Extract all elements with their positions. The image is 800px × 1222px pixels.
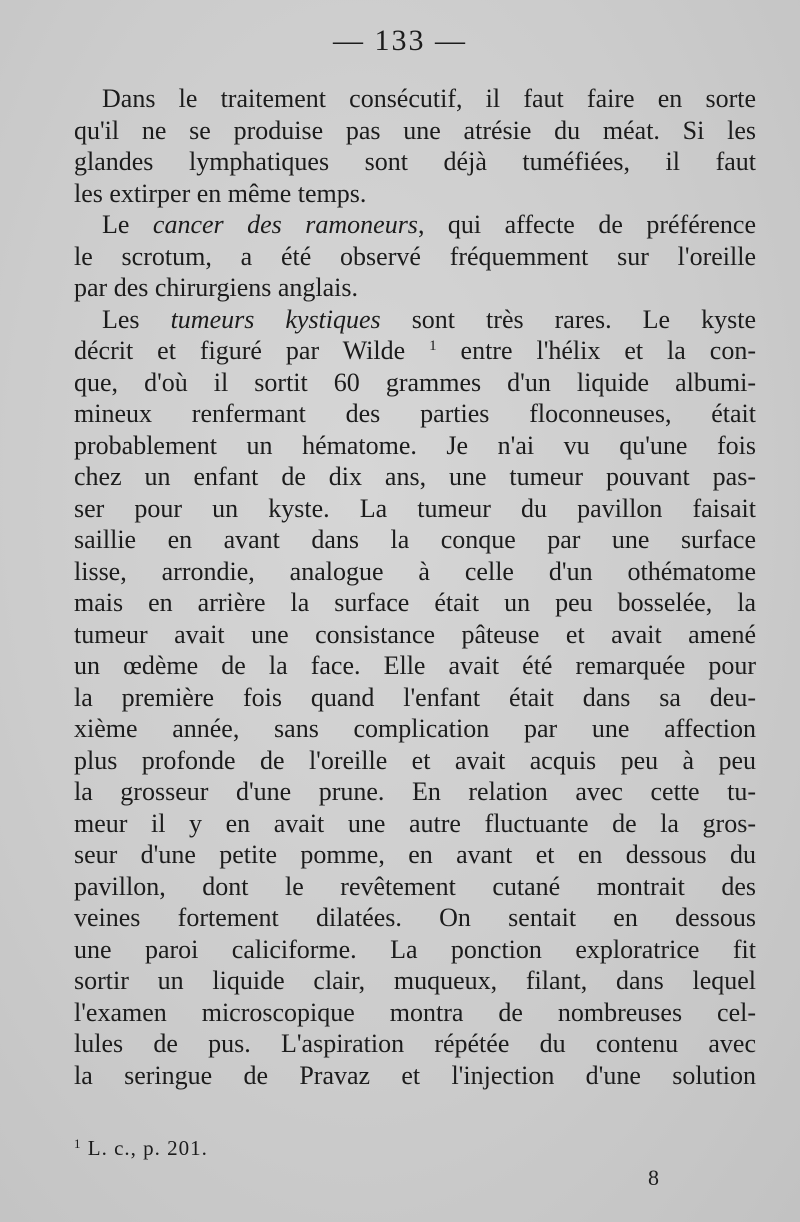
text-line <box>74 83 756 115</box>
text-line <box>74 398 756 430</box>
text-line <box>74 304 756 336</box>
text-segment: veines fortement dilatées. On sentait en dessous <box>74 903 756 932</box>
text-line <box>74 461 756 493</box>
text-segment: entre l'hélix et la con- <box>436 336 756 365</box>
text-line <box>74 934 756 966</box>
text-segment: décrit et figuré par Wilde <box>74 336 430 365</box>
text-line <box>74 839 756 871</box>
footnote <box>74 1136 208 1161</box>
text-segment: glandes lymphatiques sont déjà tuméfiées, il faut <box>74 147 756 176</box>
text-segment: la grosseur d'une prune. En relation avec cette tu- <box>74 777 756 806</box>
text-line <box>74 178 756 210</box>
text-line <box>74 808 756 840</box>
text-segment: plus profonde de l'oreille et avait acquis peu à peu <box>74 745 756 775</box>
text-segment: probablement un hématome. Je n'ai vu qu'une fois <box>74 430 756 460</box>
text-segment: l'examen microscopique montra de nombreuses cel- <box>74 997 756 1027</box>
text-line <box>74 997 756 1029</box>
text-line <box>74 965 756 997</box>
text-segment: mineux renfermant des parties floconneuses, était <box>74 399 756 428</box>
page-number: — 133 — <box>333 24 467 57</box>
text-line <box>74 524 756 556</box>
text-line <box>74 241 756 273</box>
text-segment: un œdème de la face. Elle avait été remarquée pour <box>74 651 756 680</box>
text-line <box>74 682 756 714</box>
text-segment: que, d'où il sortit 60 grammes d'un liquide albumi- <box>74 367 756 397</box>
text-segment: , qui affecte de préférence <box>417 210 757 239</box>
text-line <box>74 713 756 745</box>
text-line <box>74 146 756 178</box>
text-line <box>74 902 756 934</box>
text-line <box>74 1028 756 1060</box>
text-segment: lisse, arrondie, analogue à celle d'un othématome <box>74 556 756 586</box>
text-segment: xième année, sans complication par une affection <box>74 714 756 743</box>
text-line <box>74 335 756 367</box>
text-segment: meur il y en avait une autre fluctuante de la gros- <box>74 808 756 838</box>
text-line <box>74 619 756 651</box>
text-segment: seur d'une petite pomme, en avant et en dessous du <box>74 840 756 869</box>
text-segment: tumeur avait une consistance pâteuse et avait amené <box>74 619 756 649</box>
text-segment: lules de pus. L'aspiration répétée du contenu avec <box>74 1029 756 1058</box>
text-line <box>74 115 756 147</box>
italic-term: tumeurs kystiques <box>170 304 381 334</box>
text-line <box>74 272 756 304</box>
body-text <box>74 83 756 1091</box>
text-segment: qu'il ne se produise pas une atrésie du méat. Si les <box>74 115 756 145</box>
footnote-text: L. c., p. 201. <box>81 1136 208 1160</box>
text-segment: la première fois quand l'enfant était dans sa deu- <box>74 682 756 712</box>
text-line <box>74 871 756 903</box>
text-line <box>74 776 756 808</box>
text-segment: pavillon, dont le revêtement cutané montrait des <box>74 871 756 901</box>
signature-mark: 8 <box>648 1165 659 1190</box>
italic-term: cancer des ramoneurs <box>152 210 418 239</box>
text-line <box>74 430 756 462</box>
text-line <box>74 1060 756 1092</box>
footnote-reference: 1 <box>429 338 437 354</box>
text-segment: ser pour un kyste. La tumeur du pavillon faisait <box>74 493 756 523</box>
text-line <box>74 493 756 525</box>
text-segment: par des chirurgiens anglais. <box>74 273 358 302</box>
text-segment: les extirper en même temps. <box>74 178 367 208</box>
text-segment: sortir un liquide clair, muqueux, filant, dans lequel <box>74 966 756 995</box>
text-segment: mais en arrière la surface était un peu bosselée, la <box>74 588 756 617</box>
text-segment: saillie en avant dans la conque par une surface <box>74 525 756 554</box>
text-segment: chez un enfant de dix ans, une tumeur pouvant pas- <box>74 462 756 491</box>
text-line <box>74 745 756 777</box>
text-line <box>74 650 756 682</box>
text-segment: la seringue de Pravaz et l'injection d'une solution <box>74 1060 756 1090</box>
text-line <box>74 587 756 619</box>
text-line <box>74 209 756 241</box>
text-segment: Dans le traitement consécutif, il faut faire en sorte <box>102 84 756 113</box>
text-segment: le scrotum, a été observé fréquemment sur l'oreille <box>74 241 756 271</box>
text-segment: Les <box>102 304 171 334</box>
text-segment: une paroi caliciforme. La ponction exploratrice fit <box>74 934 756 964</box>
footnote-marker: 1 <box>74 1136 82 1151</box>
text-segment: sont très rares. Le kyste <box>380 304 756 334</box>
text-line <box>74 556 756 588</box>
text-line <box>74 367 756 399</box>
text-segment: Le <box>102 210 153 239</box>
